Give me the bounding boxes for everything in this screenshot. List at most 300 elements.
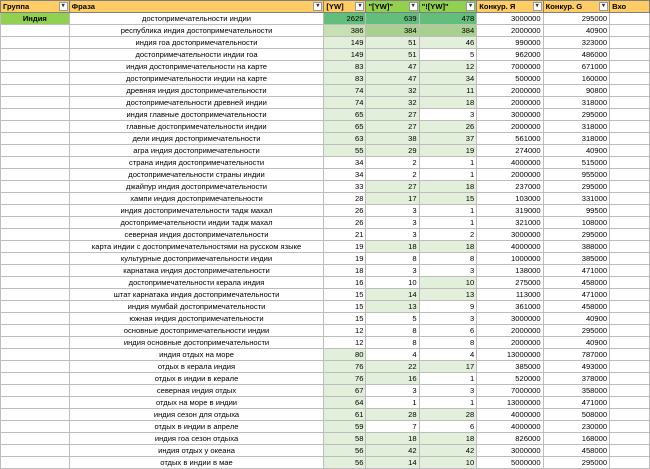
group-cell[interactable]: [1, 181, 70, 193]
ywq-cell[interactable]: 38: [366, 133, 419, 145]
yw-cell[interactable]: 76: [324, 373, 366, 385]
ky-cell[interactable]: 561000: [477, 133, 543, 145]
ywq-cell[interactable]: 8: [366, 325, 419, 337]
entries-cell[interactable]: [610, 313, 650, 325]
kg-cell[interactable]: 40900: [543, 25, 609, 37]
ywq-cell[interactable]: 2: [366, 169, 419, 181]
kg-cell[interactable]: 508000: [543, 409, 609, 421]
group-cell[interactable]: [1, 25, 70, 37]
group-cell[interactable]: [1, 253, 70, 265]
yw-cell[interactable]: 65: [324, 121, 366, 133]
ky-cell[interactable]: 319000: [477, 205, 543, 217]
column-header-1[interactable]: [69, 1, 324, 13]
table-row[interactable]: [1, 313, 650, 325]
ywb-cell[interactable]: 1: [419, 373, 477, 385]
group-cell[interactable]: [1, 457, 70, 469]
ky-cell[interactable]: 4000000: [477, 157, 543, 169]
ywq-cell[interactable]: 5: [366, 313, 419, 325]
ywq-cell[interactable]: 18: [366, 241, 419, 253]
table-row[interactable]: [1, 181, 650, 193]
yw-cell[interactable]: 74: [324, 85, 366, 97]
entries-cell[interactable]: [610, 217, 650, 229]
filter-dropdown-icon[interactable]: ▾: [59, 2, 68, 11]
kg-cell[interactable]: 458000: [543, 301, 609, 313]
entries-cell[interactable]: [610, 457, 650, 469]
table-row[interactable]: [1, 445, 650, 457]
ywq-cell[interactable]: 22: [366, 361, 419, 373]
phrase-cell[interactable]: достопримечательности индии на карте: [69, 73, 324, 85]
group-cell[interactable]: [1, 61, 70, 73]
yw-cell[interactable]: 12: [324, 337, 366, 349]
phrase-cell[interactable]: карта индии с достопримечательностями на русском языке: [69, 241, 324, 253]
kg-cell[interactable]: 230000: [543, 421, 609, 433]
group-cell[interactable]: [1, 361, 70, 373]
entries-cell[interactable]: [610, 253, 650, 265]
kg-cell[interactable]: 388000: [543, 241, 609, 253]
entries-cell[interactable]: [610, 157, 650, 169]
yw-cell[interactable]: 63: [324, 133, 366, 145]
yw-cell[interactable]: 16: [324, 277, 366, 289]
ywq-cell[interactable]: 14: [366, 457, 419, 469]
phrase-cell[interactable]: достопримечательности индии гоа: [69, 49, 324, 61]
phrase-cell[interactable]: индия мумбай достопримечательности: [69, 301, 324, 313]
table-row[interactable]: [1, 349, 650, 361]
kg-cell[interactable]: 471000: [543, 265, 609, 277]
table-row[interactable]: [1, 241, 650, 253]
table-row[interactable]: [1, 205, 650, 217]
group-cell[interactable]: [1, 145, 70, 157]
group-cell[interactable]: [1, 289, 70, 301]
table-row[interactable]: [1, 385, 650, 397]
kg-cell[interactable]: 160000: [543, 73, 609, 85]
entries-cell[interactable]: [610, 385, 650, 397]
group-cell[interactable]: [1, 397, 70, 409]
ky-cell[interactable]: 500000: [477, 73, 543, 85]
phrase-cell[interactable]: страна индия достопримечательности: [69, 157, 324, 169]
ky-cell[interactable]: 826000: [477, 433, 543, 445]
ywb-cell[interactable]: 15: [419, 193, 477, 205]
table-row[interactable]: [1, 37, 650, 49]
ywq-cell[interactable]: 32: [366, 85, 419, 97]
column-header-2[interactable]: [324, 1, 366, 13]
group-cell[interactable]: [1, 109, 70, 121]
yw-cell[interactable]: 26: [324, 205, 366, 217]
ky-cell[interactable]: 361000: [477, 301, 543, 313]
kg-cell[interactable]: 515000: [543, 157, 609, 169]
yw-cell[interactable]: 15: [324, 301, 366, 313]
ywq-cell[interactable]: 639: [366, 13, 419, 25]
yw-cell[interactable]: 64: [324, 397, 366, 409]
table-row[interactable]: [1, 397, 650, 409]
kg-cell[interactable]: 40900: [543, 145, 609, 157]
ywq-cell[interactable]: 29: [366, 145, 419, 157]
group-cell[interactable]: [1, 133, 70, 145]
phrase-cell[interactable]: индия достопримечательности на карте: [69, 61, 324, 73]
ywb-cell[interactable]: 478: [419, 13, 477, 25]
ywb-cell[interactable]: 8: [419, 337, 477, 349]
ky-cell[interactable]: 7000000: [477, 61, 543, 73]
ky-cell[interactable]: 2000000: [477, 325, 543, 337]
ky-cell[interactable]: 962000: [477, 49, 543, 61]
kg-cell[interactable]: 331000: [543, 193, 609, 205]
yw-cell[interactable]: 55: [324, 145, 366, 157]
ywq-cell[interactable]: 4: [366, 349, 419, 361]
ky-cell[interactable]: 4000000: [477, 241, 543, 253]
ywq-cell[interactable]: 3: [366, 385, 419, 397]
phrase-cell[interactable]: отдых в индии в керале: [69, 373, 324, 385]
table-row[interactable]: [1, 277, 650, 289]
yw-cell[interactable]: 59: [324, 421, 366, 433]
kg-cell[interactable]: 295000: [543, 181, 609, 193]
entries-cell[interactable]: [610, 301, 650, 313]
yw-cell[interactable]: 56: [324, 457, 366, 469]
group-cell[interactable]: [1, 301, 70, 313]
ky-cell[interactable]: 13000000: [477, 397, 543, 409]
ky-cell[interactable]: 7000000: [477, 385, 543, 397]
ky-cell[interactable]: 3000000: [477, 313, 543, 325]
phrase-cell[interactable]: южная индия достопримечательности: [69, 313, 324, 325]
yw-cell[interactable]: 80: [324, 349, 366, 361]
group-cell[interactable]: [1, 205, 70, 217]
yw-cell[interactable]: 2629: [324, 13, 366, 25]
phrase-cell[interactable]: культурные достопримечательности индии: [69, 253, 324, 265]
ky-cell[interactable]: 13000000: [477, 349, 543, 361]
table-row[interactable]: [1, 421, 650, 433]
ywq-cell[interactable]: 3: [366, 205, 419, 217]
phrase-cell[interactable]: дели индия достопримечательности: [69, 133, 324, 145]
column-header-5[interactable]: [477, 1, 543, 13]
kg-cell[interactable]: 295000: [543, 13, 609, 25]
kg-cell[interactable]: 318000: [543, 133, 609, 145]
entries-cell[interactable]: [610, 421, 650, 433]
entries-cell[interactable]: [610, 169, 650, 181]
ywb-cell[interactable]: 26: [419, 121, 477, 133]
ywq-cell[interactable]: 42: [366, 445, 419, 457]
ky-cell[interactable]: 3000000: [477, 229, 543, 241]
phrase-cell[interactable]: индия отдых у океана: [69, 445, 324, 457]
table-row[interactable]: [1, 457, 650, 469]
table-row[interactable]: [1, 361, 650, 373]
filter-dropdown-icon[interactable]: ▾: [355, 2, 364, 11]
entries-cell[interactable]: [610, 325, 650, 337]
column-header-3[interactable]: [366, 1, 419, 13]
yw-cell[interactable]: 26: [324, 217, 366, 229]
ywb-cell[interactable]: 3: [419, 313, 477, 325]
entries-cell[interactable]: [610, 25, 650, 37]
table-row[interactable]: [1, 409, 650, 421]
ky-cell[interactable]: 385000: [477, 361, 543, 373]
filter-dropdown-icon[interactable]: ▾: [313, 2, 322, 11]
kg-cell[interactable]: 295000: [543, 325, 609, 337]
ky-cell[interactable]: 1000000: [477, 253, 543, 265]
ywq-cell[interactable]: 28: [366, 409, 419, 421]
kg-cell[interactable]: 378000: [543, 373, 609, 385]
entries-cell[interactable]: [610, 397, 650, 409]
table-row[interactable]: [1, 73, 650, 85]
yw-cell[interactable]: 76: [324, 361, 366, 373]
group-cell[interactable]: [1, 385, 70, 397]
ywb-cell[interactable]: 384: [419, 25, 477, 37]
phrase-cell[interactable]: отдых в керала индия: [69, 361, 324, 373]
phrase-cell[interactable]: северная индия достопримечательности: [69, 229, 324, 241]
ywq-cell[interactable]: 3: [366, 229, 419, 241]
ywq-cell[interactable]: 10: [366, 277, 419, 289]
ywb-cell[interactable]: 42: [419, 445, 477, 457]
entries-cell[interactable]: [610, 193, 650, 205]
kg-cell[interactable]: 99500: [543, 205, 609, 217]
phrase-cell[interactable]: древняя индия достопримечательности: [69, 85, 324, 97]
entries-cell[interactable]: [610, 241, 650, 253]
filter-dropdown-icon[interactable]: ▾: [599, 2, 608, 11]
table-row[interactable]: [1, 337, 650, 349]
kg-cell[interactable]: 385000: [543, 253, 609, 265]
table-row[interactable]: [1, 217, 650, 229]
ywq-cell[interactable]: 16: [366, 373, 419, 385]
group-cell[interactable]: [1, 373, 70, 385]
ky-cell[interactable]: 2000000: [477, 85, 543, 97]
table-row[interactable]: [1, 97, 650, 109]
ywb-cell[interactable]: 3: [419, 385, 477, 397]
yw-cell[interactable]: 67: [324, 385, 366, 397]
ky-cell[interactable]: 138000: [477, 265, 543, 277]
group-cell[interactable]: [1, 37, 70, 49]
group-cell[interactable]: [1, 313, 70, 325]
table-row[interactable]: [1, 253, 650, 265]
entries-cell[interactable]: [610, 433, 650, 445]
phrase-cell[interactable]: джайпур индия достопримечательности: [69, 181, 324, 193]
ywq-cell[interactable]: 2: [366, 157, 419, 169]
filter-dropdown-icon[interactable]: ▾: [533, 2, 542, 11]
ky-cell[interactable]: 4000000: [477, 421, 543, 433]
yw-cell[interactable]: 149: [324, 49, 366, 61]
ywb-cell[interactable]: 18: [419, 241, 477, 253]
table-row[interactable]: [1, 145, 650, 157]
phrase-cell[interactable]: достопримечательности индии тадж махал: [69, 217, 324, 229]
ywb-cell[interactable]: 17: [419, 361, 477, 373]
group-cell[interactable]: [1, 169, 70, 181]
ywb-cell[interactable]: 4: [419, 349, 477, 361]
ky-cell[interactable]: 274000: [477, 145, 543, 157]
yw-cell[interactable]: 149: [324, 37, 366, 49]
phrase-cell[interactable]: хампи индия достопримечательности: [69, 193, 324, 205]
ywb-cell[interactable]: 8: [419, 253, 477, 265]
entries-cell[interactable]: [610, 349, 650, 361]
entries-cell[interactable]: [610, 289, 650, 301]
entries-cell[interactable]: [610, 133, 650, 145]
group-cell[interactable]: [1, 277, 70, 289]
entries-cell[interactable]: [610, 337, 650, 349]
table-row[interactable]: [1, 157, 650, 169]
yw-cell[interactable]: 65: [324, 109, 366, 121]
ywb-cell[interactable]: 37: [419, 133, 477, 145]
ywq-cell[interactable]: 17: [366, 193, 419, 205]
phrase-cell[interactable]: отдых на море в индии: [69, 397, 324, 409]
kg-cell[interactable]: 458000: [543, 445, 609, 457]
group-cell[interactable]: [1, 157, 70, 169]
column-header-0[interactable]: [1, 1, 70, 13]
ywq-cell[interactable]: 3: [366, 265, 419, 277]
yw-cell[interactable]: 33: [324, 181, 366, 193]
table-row[interactable]: [1, 433, 650, 445]
ywb-cell[interactable]: 18: [419, 97, 477, 109]
table-row[interactable]: [1, 193, 650, 205]
yw-cell[interactable]: 15: [324, 313, 366, 325]
entries-cell[interactable]: [610, 361, 650, 373]
yw-cell[interactable]: 18: [324, 265, 366, 277]
ywq-cell[interactable]: 14: [366, 289, 419, 301]
yw-cell[interactable]: 21: [324, 229, 366, 241]
yw-cell[interactable]: 56: [324, 445, 366, 457]
ywb-cell[interactable]: 1: [419, 217, 477, 229]
phrase-cell[interactable]: индия основные достопримечательности: [69, 337, 324, 349]
entries-cell[interactable]: [610, 277, 650, 289]
yw-cell[interactable]: 83: [324, 61, 366, 73]
ywq-cell[interactable]: 8: [366, 253, 419, 265]
column-header-7[interactable]: [610, 1, 650, 13]
ywb-cell[interactable]: 5: [419, 49, 477, 61]
phrase-cell[interactable]: отдых в индии в апреле: [69, 421, 324, 433]
group-cell[interactable]: [1, 241, 70, 253]
ky-cell[interactable]: 2000000: [477, 97, 543, 109]
phrase-cell[interactable]: индия главные достопримечательности: [69, 109, 324, 121]
ywb-cell[interactable]: 6: [419, 421, 477, 433]
ky-cell[interactable]: 2000000: [477, 337, 543, 349]
ky-cell[interactable]: 237000: [477, 181, 543, 193]
phrase-cell[interactable]: достопримечательности индии: [69, 13, 324, 25]
table-row[interactable]: [1, 169, 650, 181]
group-cell[interactable]: [1, 97, 70, 109]
entries-cell[interactable]: [610, 49, 650, 61]
entries-cell[interactable]: [610, 109, 650, 121]
kg-cell[interactable]: 493000: [543, 361, 609, 373]
group-cell[interactable]: [1, 217, 70, 229]
table-row[interactable]: [1, 109, 650, 121]
entries-cell[interactable]: [610, 61, 650, 73]
group-cell[interactable]: [1, 265, 70, 277]
ky-cell[interactable]: 321000: [477, 217, 543, 229]
group-cell[interactable]: [1, 325, 70, 337]
kg-cell[interactable]: 358000: [543, 385, 609, 397]
yw-cell[interactable]: 12: [324, 325, 366, 337]
ywq-cell[interactable]: 32: [366, 97, 419, 109]
ywq-cell[interactable]: 47: [366, 61, 419, 73]
ywb-cell[interactable]: 10: [419, 457, 477, 469]
ywq-cell[interactable]: 27: [366, 121, 419, 133]
phrase-cell[interactable]: достопримечательности керала индия: [69, 277, 324, 289]
ky-cell[interactable]: 275000: [477, 277, 543, 289]
table-row[interactable]: [1, 229, 650, 241]
entries-cell[interactable]: [610, 37, 650, 49]
ywb-cell[interactable]: 19: [419, 145, 477, 157]
filter-dropdown-icon[interactable]: ▾: [409, 2, 418, 11]
ywb-cell[interactable]: 2: [419, 229, 477, 241]
kg-cell[interactable]: 471000: [543, 397, 609, 409]
yw-cell[interactable]: 74: [324, 97, 366, 109]
phrase-cell[interactable]: индия гоа достопримечательности: [69, 37, 324, 49]
ky-cell[interactable]: 2000000: [477, 169, 543, 181]
kg-cell[interactable]: 318000: [543, 97, 609, 109]
yw-cell[interactable]: 28: [324, 193, 366, 205]
kg-cell[interactable]: 40900: [543, 337, 609, 349]
ywb-cell[interactable]: 12: [419, 61, 477, 73]
phrase-cell[interactable]: индия сезон для отдыха: [69, 409, 324, 421]
yw-cell[interactable]: 58: [324, 433, 366, 445]
table-row[interactable]: [1, 85, 650, 97]
kg-cell[interactable]: 486000: [543, 49, 609, 61]
table-row[interactable]: [1, 289, 650, 301]
ky-cell[interactable]: 990000: [477, 37, 543, 49]
ywb-cell[interactable]: 1: [419, 169, 477, 181]
group-cell[interactable]: [1, 85, 70, 97]
ywq-cell[interactable]: 7: [366, 421, 419, 433]
kg-cell[interactable]: 40900: [543, 313, 609, 325]
entries-cell[interactable]: [610, 445, 650, 457]
kg-cell[interactable]: 295000: [543, 457, 609, 469]
phrase-cell[interactable]: достопримечательности древней индии: [69, 97, 324, 109]
phrase-cell[interactable]: штат карнатака индия достопримечательности: [69, 289, 324, 301]
ywq-cell[interactable]: 18: [366, 433, 419, 445]
entries-cell[interactable]: [610, 205, 650, 217]
kg-cell[interactable]: 295000: [543, 229, 609, 241]
ywb-cell[interactable]: 1: [419, 157, 477, 169]
ywb-cell[interactable]: 9: [419, 301, 477, 313]
ywq-cell[interactable]: 51: [366, 49, 419, 61]
entries-cell[interactable]: [610, 181, 650, 193]
phrase-cell[interactable]: индия отдых на море: [69, 349, 324, 361]
entries-cell[interactable]: [610, 73, 650, 85]
ywb-cell[interactable]: 1: [419, 205, 477, 217]
kg-cell[interactable]: 471000: [543, 289, 609, 301]
ywb-cell[interactable]: 34: [419, 73, 477, 85]
ywq-cell[interactable]: 384: [366, 25, 419, 37]
ky-cell[interactable]: 520000: [477, 373, 543, 385]
phrase-cell[interactable]: индия достопримечательности тадж махал: [69, 205, 324, 217]
table-row[interactable]: [1, 61, 650, 73]
group-cell[interactable]: [1, 421, 70, 433]
phrase-cell[interactable]: республика индия достопримечательности: [69, 25, 324, 37]
entries-cell[interactable]: [610, 145, 650, 157]
phrase-cell[interactable]: отдых в индии в мае: [69, 457, 324, 469]
table-row[interactable]: [1, 121, 650, 133]
table-row[interactable]: [1, 265, 650, 277]
ywb-cell[interactable]: 46: [419, 37, 477, 49]
ywq-cell[interactable]: 51: [366, 37, 419, 49]
yw-cell[interactable]: 34: [324, 157, 366, 169]
group-cell[interactable]: [1, 229, 70, 241]
entries-cell[interactable]: [610, 85, 650, 97]
ywq-cell[interactable]: 3: [366, 217, 419, 229]
table-row[interactable]: [1, 133, 650, 145]
filter-dropdown-icon[interactable]: ▾: [466, 2, 475, 11]
yw-cell[interactable]: 15: [324, 289, 366, 301]
ywb-cell[interactable]: 6: [419, 325, 477, 337]
ywb-cell[interactable]: 13: [419, 289, 477, 301]
kg-cell[interactable]: 168000: [543, 433, 609, 445]
ywq-cell[interactable]: 8: [366, 337, 419, 349]
ywb-cell[interactable]: 11: [419, 85, 477, 97]
yw-cell[interactable]: 61: [324, 409, 366, 421]
yw-cell[interactable]: 386: [324, 25, 366, 37]
phrase-cell[interactable]: главные достопримечательности индии: [69, 121, 324, 133]
kg-cell[interactable]: 295000: [543, 109, 609, 121]
column-header-6[interactable]: [543, 1, 609, 13]
yw-cell[interactable]: 83: [324, 73, 366, 85]
ywb-cell[interactable]: 18: [419, 433, 477, 445]
ywb-cell[interactable]: 1: [419, 397, 477, 409]
table-row[interactable]: [1, 325, 650, 337]
group-cell[interactable]: [1, 49, 70, 61]
ywq-cell[interactable]: 47: [366, 73, 419, 85]
